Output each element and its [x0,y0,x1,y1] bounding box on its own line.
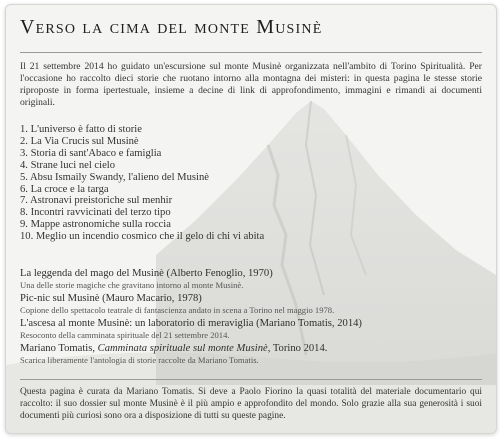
reference-description: Scarica liberamente l'antologia di storie raccolte da Mariano Tomatis. [20,355,259,365]
references-list [20,268,486,368]
reference-description: Resoconto della camminata spirituale del 21 settembre 2014. [20,330,230,340]
story-link[interactable]: 2. La Via Crucis sul Musinè [20,135,139,147]
story-link[interactable]: 10. Meglio un incendio cosmico che il gelo di chi vi abita [20,231,265,243]
reference-link[interactable]: Pic-nic sul Musinè (Mauro Macario, 1978) [20,293,202,304]
stories-list [20,124,264,243]
reference-link[interactable]: La leggenda del mago del Musinè (Alberto Fenoglio, 1970) [20,268,273,279]
reference-item [20,318,486,340]
footer-credits: Questa pagina è curata da Mariano Tomatis. Si deve a Paolo Fiorino la quasi totalità del materiale documentario qui raccolto: il suo dossier sul monte Musinè è il più ampio e approfondito del mondo. Solo grazie alla sua generosità i suoi documenti più curiosi sono ora a disposizione di tutti su queste pagine. [20,387,482,421]
story-link[interactable]: 7. Astronavi preistoriche sul menhir [20,195,173,207]
story-link[interactable]: 8. Incontri ravvicinati del terzo tipo [20,207,171,219]
story-link[interactable]: 4. Strane luci nel cielo [20,159,116,171]
reference-item [20,343,486,365]
story-link[interactable]: 6. La croce e la targa [20,183,109,195]
content-card [5,4,497,434]
reference-item [20,268,486,290]
story-link[interactable]: 3. Storia di sant'Abaco e famiglia [20,147,162,159]
reference-book-title: Camminata spirituale sul monte Musinè [97,343,268,354]
reference-place-year: , Torino 2014. [267,343,328,354]
intro-paragraph: Il 21 settembre 2014 ho guidato un'escursione sul monte Musinè organizzata nell'ambito di Torino Spiritualità. Per l'occasione ho raccolto dieci storie che ruotano intorno alla montagna dei misteri: in questa pagina le stesse storie riproposte in forma ipertestuale, insieme a decine di link di approfondimento, immagini e rimandi ai documenti originali. [20,61,482,108]
story-link[interactable]: 5. Absu Ismaily Swandy, l'alieno del Musinè [20,171,209,183]
footer-divider [20,379,482,380]
reference-author: Mariano Tomatis, [20,343,98,354]
story-link[interactable]: 9. Mappe astronomiche sulla roccia [20,219,171,231]
reference-description: Copione dello spettacolo teatrale di fantascienza andato in scena a Torino nel maggio 1978. [20,305,335,315]
reference-link[interactable] [20,343,486,355]
reference-item [20,293,486,315]
reference-link[interactable]: L'ascesa al monte Musinè: un laboratorio di meraviglia (Mariano Tomatis, 2014) [20,318,362,329]
page-title: Verso la cima del monte Musinè [20,16,323,38]
story-link[interactable]: 1. L'universo è fatto di storie [20,124,142,135]
reference-description: Una delle storie magiche che gravitano intorno al monte Musinè. [20,280,244,290]
title-divider [20,52,482,53]
